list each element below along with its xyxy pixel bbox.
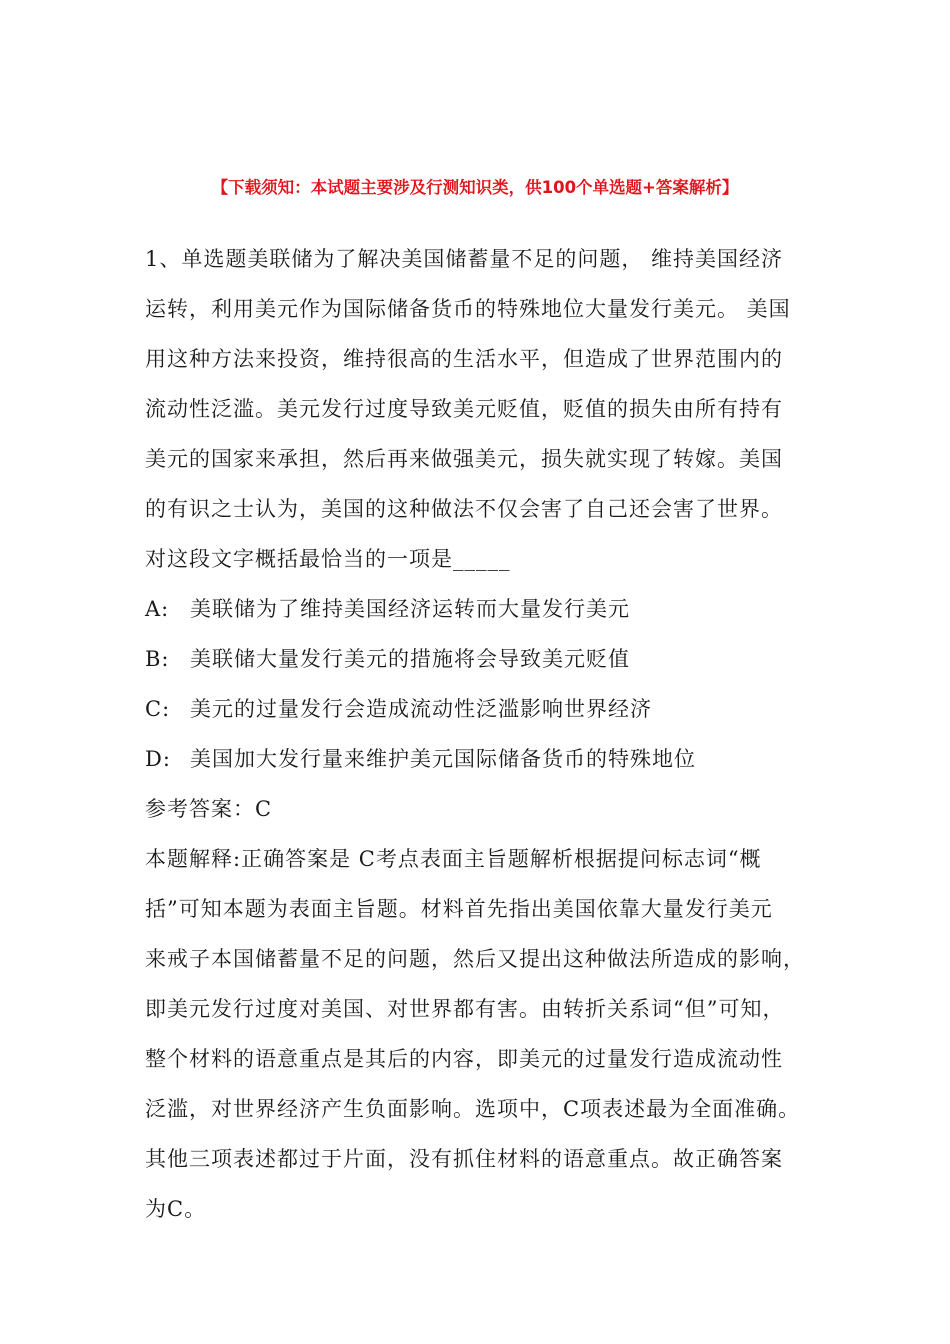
question-line: 1、单选题美联储为了解决美国储蓄量不足的问题， 维持美国经济: [145, 247, 784, 271]
option-text: 美联储为了维持美国经济运转而大量发行美元: [190, 597, 630, 621]
option-label: C:: [145, 697, 171, 721]
option-d: [145, 734, 825, 784]
explanation-line: 括”可知本题为表面主旨题。材料首先指出美国依靠大量发行美元: [145, 897, 773, 921]
option-text: 美联储大量发行美元的措施将会导致美元贬值: [190, 647, 630, 671]
option-b: [145, 634, 825, 684]
option-label: B:: [145, 647, 170, 671]
question-line: 运转，利用美元作为国际储备货币的特殊地位大量发行美元。 美国: [145, 297, 791, 321]
question-block: [145, 234, 825, 1234]
option-a: [145, 584, 825, 634]
option-c: [145, 684, 825, 734]
question-line: 流动性泛滥。美元发行过度导致美元贬值，贬值的损失由所有持有: [145, 397, 783, 421]
explanation-line: 整个材料的语意重点是其后的内容，即美元的过量发行造成流动性: [145, 1047, 783, 1071]
option-label: D:: [145, 747, 171, 771]
reference-answer: 参考答案：C: [145, 797, 273, 821]
explanation-line: 其他三项表述都过于片面，没有抓住材料的语意重点。故正确答案: [145, 1147, 783, 1171]
explanation-line: 泛滥，对世界经济产生负面影响。选项中，C项表述最为全面准确。: [145, 1097, 801, 1121]
option-label: A:: [145, 597, 170, 621]
explanation-line: 为C。: [145, 1197, 207, 1221]
download-notice: 【下载须知：本试题主要涉及行测知识类，供100个单选题+答案解析】: [211, 178, 739, 197]
explanation-line: 即美元发行过度对美国、对世界都有害。由转折关系词“但”可知，: [145, 997, 785, 1021]
option-text: 美元的过量发行会造成流动性泛滥影响世界经济: [190, 697, 652, 721]
question-line: 用这种方法来投资，维持很高的生活水平，但造成了世界范围内的: [145, 347, 783, 371]
explanation-line: 本题解释:正确答案是 C考点表面主旨题解析根据提问标志词“概: [145, 847, 762, 871]
question-prompt: 对这段文字概括最恰当的一项是_____: [145, 547, 511, 571]
question-line: 美元的国家来承担，然后再来做强美元，损失就实现了转嫁。美国: [145, 447, 783, 471]
question-line: 的有识之士认为，美国的这种做法不仅会害了自己还会害了世界。: [145, 497, 783, 521]
option-text: 美国加大发行量来维护美元国际储备货币的特殊地位: [190, 747, 696, 771]
explanation-line: 来戒子本国储蓄量不足的问题，然后又提出这种做法所造成的影响，: [145, 947, 805, 971]
